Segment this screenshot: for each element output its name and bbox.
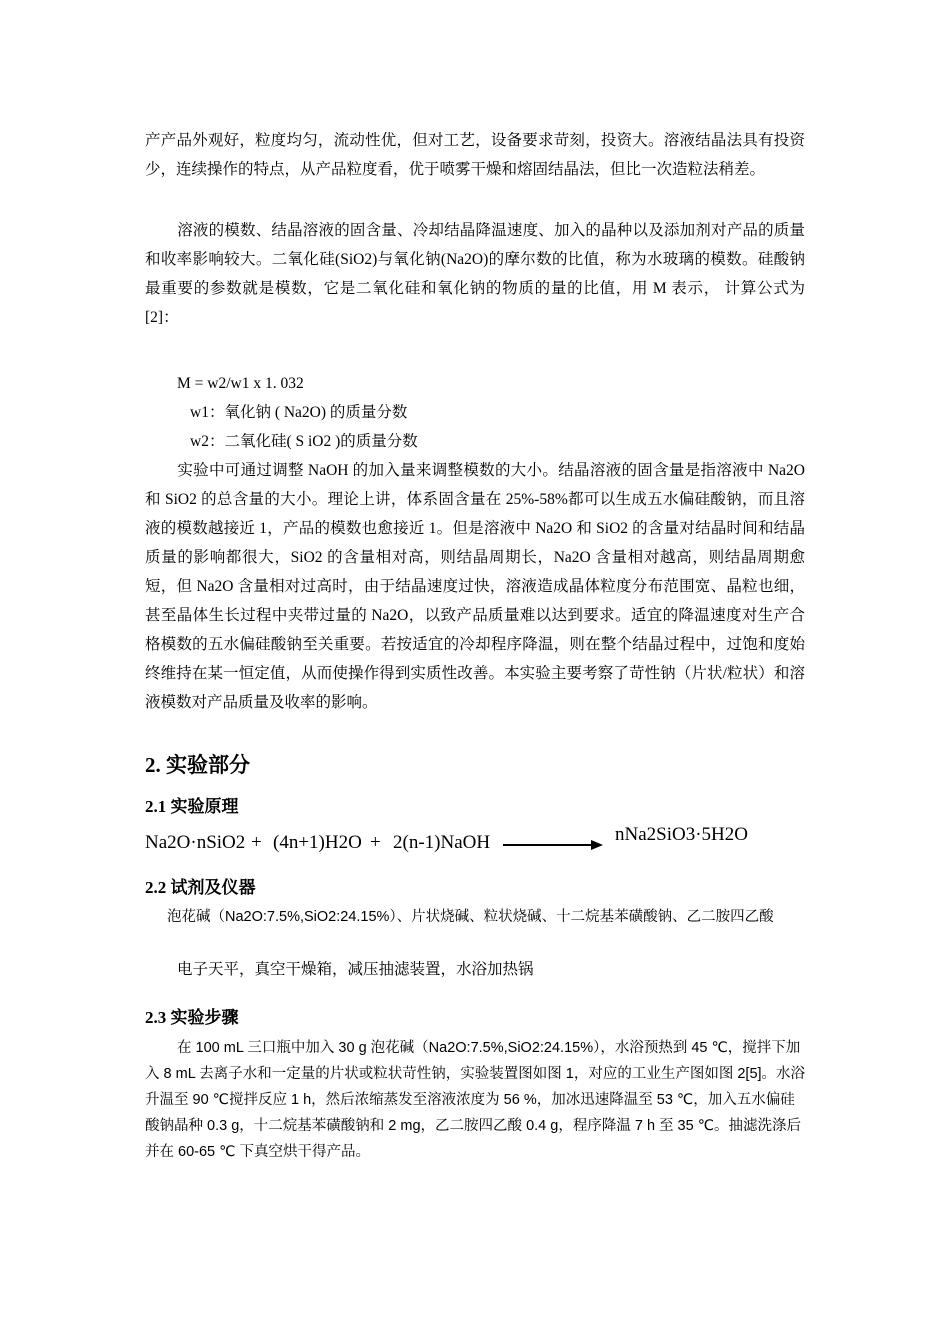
- paragraph-experiment: [145, 456, 805, 717]
- plus-sign: +: [370, 832, 381, 853]
- section-heading-2-3: 2.3 实验步骤: [145, 1008, 239, 1027]
- reagents-list: 泡花碱（Na2O:7.5%,SiO2:24.15%）、片状烧碱、粒状烧碱、十二烷基苯磺酸钠、乙二胺四乙酸: [167, 909, 774, 925]
- reactant-silicate: Na2O·nSiO2: [145, 832, 246, 853]
- product: nNa2SiO3·5H2O: [615, 824, 748, 845]
- reaction-arrow-icon: [501, 838, 605, 852]
- paragraph-text: 产产品外观好，粒度均匀，流动性优，但对工艺，设备要求苛刻，投资大。溶液结晶法具有投资少，连续操作的特点，从产品粒度看，优于喷雾干燥和熔固结晶法，但比一次造粒法稍差。: [145, 132, 805, 178]
- reaction-equation: [145, 824, 748, 862]
- formula-w1: w1：氧化钠 ( Na2O) 的质量分数: [190, 404, 408, 421]
- paragraph-text: 溶液的模数、结晶溶液的固含量、冷却结晶降温速度、加入的晶种以及添加剂对产品的质量和收率影响较大。二氧化硅(SiO2)与氧化钠(Na2O)的摩尔数的比值，称为水玻璃的模数。硅酸钠最重要的参数就是模数，它是二氧化硅和氧化钠的物质的量的比值，用 M 表示， 计算公式为[2]：: [145, 222, 805, 326]
- section-heading-2-1: 2.1 实验原理: [145, 797, 239, 816]
- paragraph-text: 实验中可通过调整 NaOH 的加入量来调整模数的大小。结晶溶液的固含量是指溶液中 Na2O 和 SiO2 的总含量的大小。理论上讲，体系固含量在 25%-58%都可以生成五水偏硅酸钠，而且溶液的模数越接近 1，产品的模数也愈接近 1。但是溶液中 Na2O 和 SiO2 的含量对结晶时间和结晶质量的影响都很大，SiO2 的含量相对高，则结晶周期长，Na2O 含量相对越高，则结晶周期愈短，但 Na2O 含量相对过高时，由于结晶速度过快，溶液造成晶体粒度分布范围宽、晶粒也细，甚至晶体生长过程中夹带过量的 Na2O，以致产品质量难以达到要求。适宜的降温速度对生产合格模数的五水偏硅酸钠至关重要。若按适宜的冷却程序降温，则在整个结晶过程中，过饱和度始终维持在某一恒定值，从而使操作得到实质性改善。本实验主要考察了苛性钠（片状/粒状）和溶液模数对产品质量及收率的影响。: [145, 462, 805, 711]
- formula-w2: w2：二氧化硅( S iO2 )的质量分数: [190, 433, 418, 450]
- reactant-naoh: 2(n-1)NaOH: [393, 832, 491, 853]
- procedure-paragraph: 在 100 mL 三口瓶中加入 30 g 泡花碱（Na2O:7.5%,SiO2:24.15%），水浴预热到 45 ℃，搅拌下加入 8 mL 去离子水和一定量的片状或粒状苛性钠，实验装置图如图 1，对应的工业生产图如图 2[5]。水浴升温至 90 ℃搅拌反应 1 h，然后浓缩蒸发至溶液浓度为 56 %，加冰迅速降温至 53 ℃，加入五水偏硅酸钠晶种 0.3 g，十二烷基苯磺酸钠和 2 mg，乙二胺四乙酸 0.4 g，程序降温 7 h 至 35 ℃。抽滤洗涤后并在 60-65 ℃ 下真空烘干得产品。: [145, 1040, 806, 1160]
- section-heading-2-2: 2.2 试剂及仪器: [145, 878, 256, 897]
- reactant-water: (4n+1)H2O: [273, 832, 362, 853]
- section-heading-2: 2. 实验部分: [145, 753, 250, 777]
- plus-sign: +: [251, 832, 262, 853]
- paragraph-modulus: [145, 216, 805, 332]
- formula-main: M = w2/w1 x 1. 032: [177, 375, 304, 392]
- paragraph-intro-continued: [145, 126, 805, 184]
- instruments-list: 电子天平，真空干燥箱，减压抽滤装置，水浴加热锅: [177, 961, 534, 978]
